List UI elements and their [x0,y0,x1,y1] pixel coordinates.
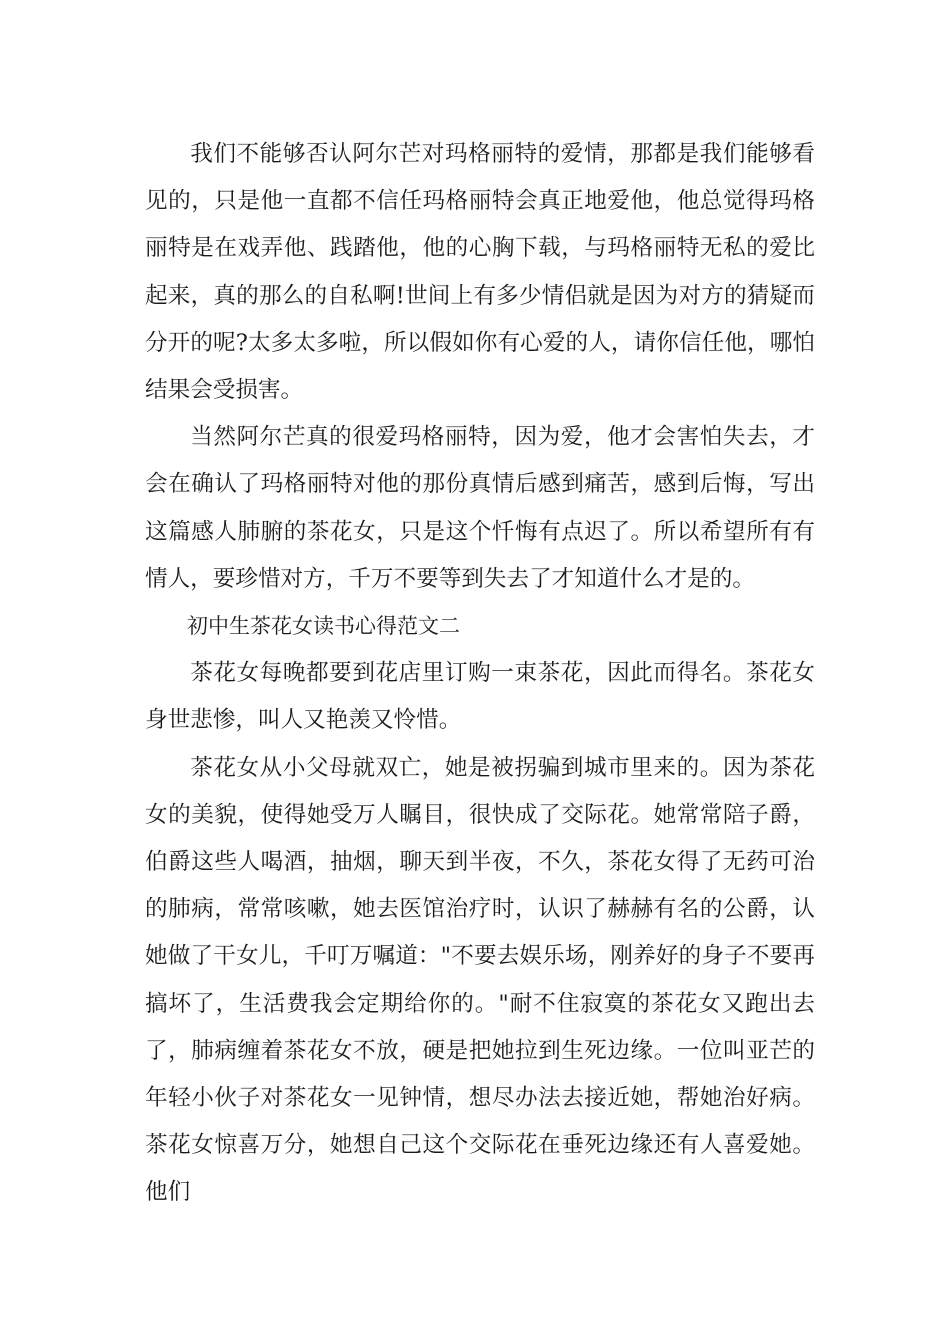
paragraph-2: 当然阿尔芒真的很爱玛格丽特，因为爱，他才会害怕失去，才会在确认了玛格丽特对他的那份真情后感到痛苦，感到后悔，写出这篇感人肺腑的茶花女，只是这个忏悔有点迟了。所以希望所有有情人，要珍惜对方，千万不要等到失去了才知道什么才是的。 [145,424,815,592]
section-heading: 初中生茶花女读书心得范文二 [187,614,460,639]
paragraph-1: 我们不能够否认阿尔芒对玛格丽特的爱情，那都是我们能够看见的，只是他一直都不信任玛格丽特会真正地爱他，他总觉得玛格丽特是在戏弄他、践踏他，他的心胸下载，与玛格丽特无私的爱比起来，真的那么的自私啊!世间上有多少情侣就是因为对方的猜疑而分开的呢?太多太多啦，所以假如你有心爱的人，请你信任他，哪怕结果会受损害。 [145,141,815,404]
paragraph-3: 茶花女每晚都要到花店里订购一束茶花，因此而得名。茶花女身世悲惨，叫人又艳羡又怜惜。 [145,660,815,734]
document-body [145,131,815,1217]
paragraph-4: 茶花女从小父母就双亡，她是被拐骗到城市里来的。因为茶花女的美貌，使得她受万人瞩目，很快成了交际花。她常常陪子爵，伯爵这些人喝酒，抽烟，聊天到半夜，不久，茶花女得了无药可治的肺病，常常咳嗽，她去医馆治疗时，认识了赫赫有名的公爵，认她做了干女儿，千叮万嘱道："不要去娱乐场，刚养好的身子不要再搞坏了，生活费我会定期给你的。"耐不住寂寞的茶花女又跑出去了，肺病缠着茶花女不放，硬是把她拉到生死边缘。一位叫亚芒的年轻小伙子对茶花女一见钟情，想尽办法去接近她，帮她治好病。茶花女惊喜万分，她想自己这个交际花在垂死边缘还有人喜爱她。他们 [145,754,815,1206]
